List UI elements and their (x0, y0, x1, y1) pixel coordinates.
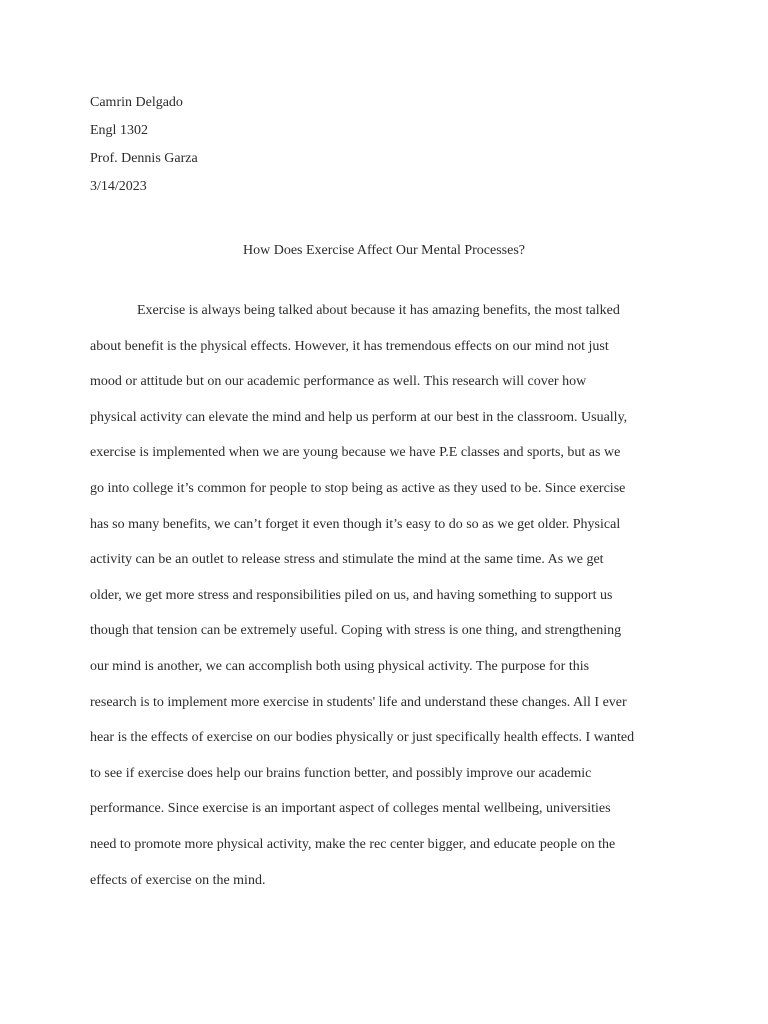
essay-title: How Does Exercise Affect Our Mental Processes? (243, 243, 525, 258)
author-name: Camrin Delgado (90, 95, 183, 110)
essay-paragraph (90, 300, 670, 905)
paragraph-line: go into college it’s common for people to stop being as active as they used to be. Since exercise (90, 480, 626, 496)
paragraph-line: performance. Since exercise is an important aspect of colleges mental wellbeing, universities (90, 801, 611, 817)
paragraph-line: though that tension can be extremely useful. Coping with stress is one thing, and strengthening (90, 623, 622, 639)
course-name: Engl 1302 (90, 123, 148, 138)
paragraph-line: effects of exercise on the mind. (90, 872, 266, 888)
paragraph-line: our mind is another, we can accomplish both using physical activity. The purpose for this (90, 658, 590, 674)
paragraph-line: has so many benefits, we can’t forget it even though it’s easy to do so as we get older. Physical (90, 516, 621, 532)
paragraph-line: mood or attitude but on our academic performance as well. This research will cover how (90, 374, 587, 390)
paragraph-line: research is to implement more exercise in students' life and understand these changes. All I ever (90, 694, 627, 710)
paragraph-line: hear is the effects of exercise on our bodies physically or just specifically health effects. I wanted (90, 730, 635, 746)
professor-name: Prof. Dennis Garza (90, 151, 198, 166)
paragraph-line: activity can be an outlet to release stress and stimulate the mind at the same time. As we get (90, 552, 604, 568)
paragraph-line: Exercise is always being talked about because it has amazing benefits, the most talked (137, 303, 620, 318)
paragraph-line: physical activity can elevate the mind and help us perform at our best in the classroom. Usually, (90, 409, 628, 425)
paragraph-line: exercise is implemented when we are young because we have P.E classes and sports, but as we (90, 445, 621, 461)
paragraph-line: about benefit is the physical effects. However, it has tremendous effects on our mind not just (90, 338, 609, 354)
paragraph-line: to see if exercise does help our brains function better, and possibly improve our academic (90, 765, 592, 781)
paragraph-line: older, we get more stress and responsibilities piled on us, and having something to support us (90, 587, 613, 603)
document-date: 3/14/2023 (90, 179, 147, 194)
paragraph-line: need to promote more physical activity, make the rec center bigger, and educate people on the (90, 836, 616, 852)
heading-block (90, 92, 198, 204)
